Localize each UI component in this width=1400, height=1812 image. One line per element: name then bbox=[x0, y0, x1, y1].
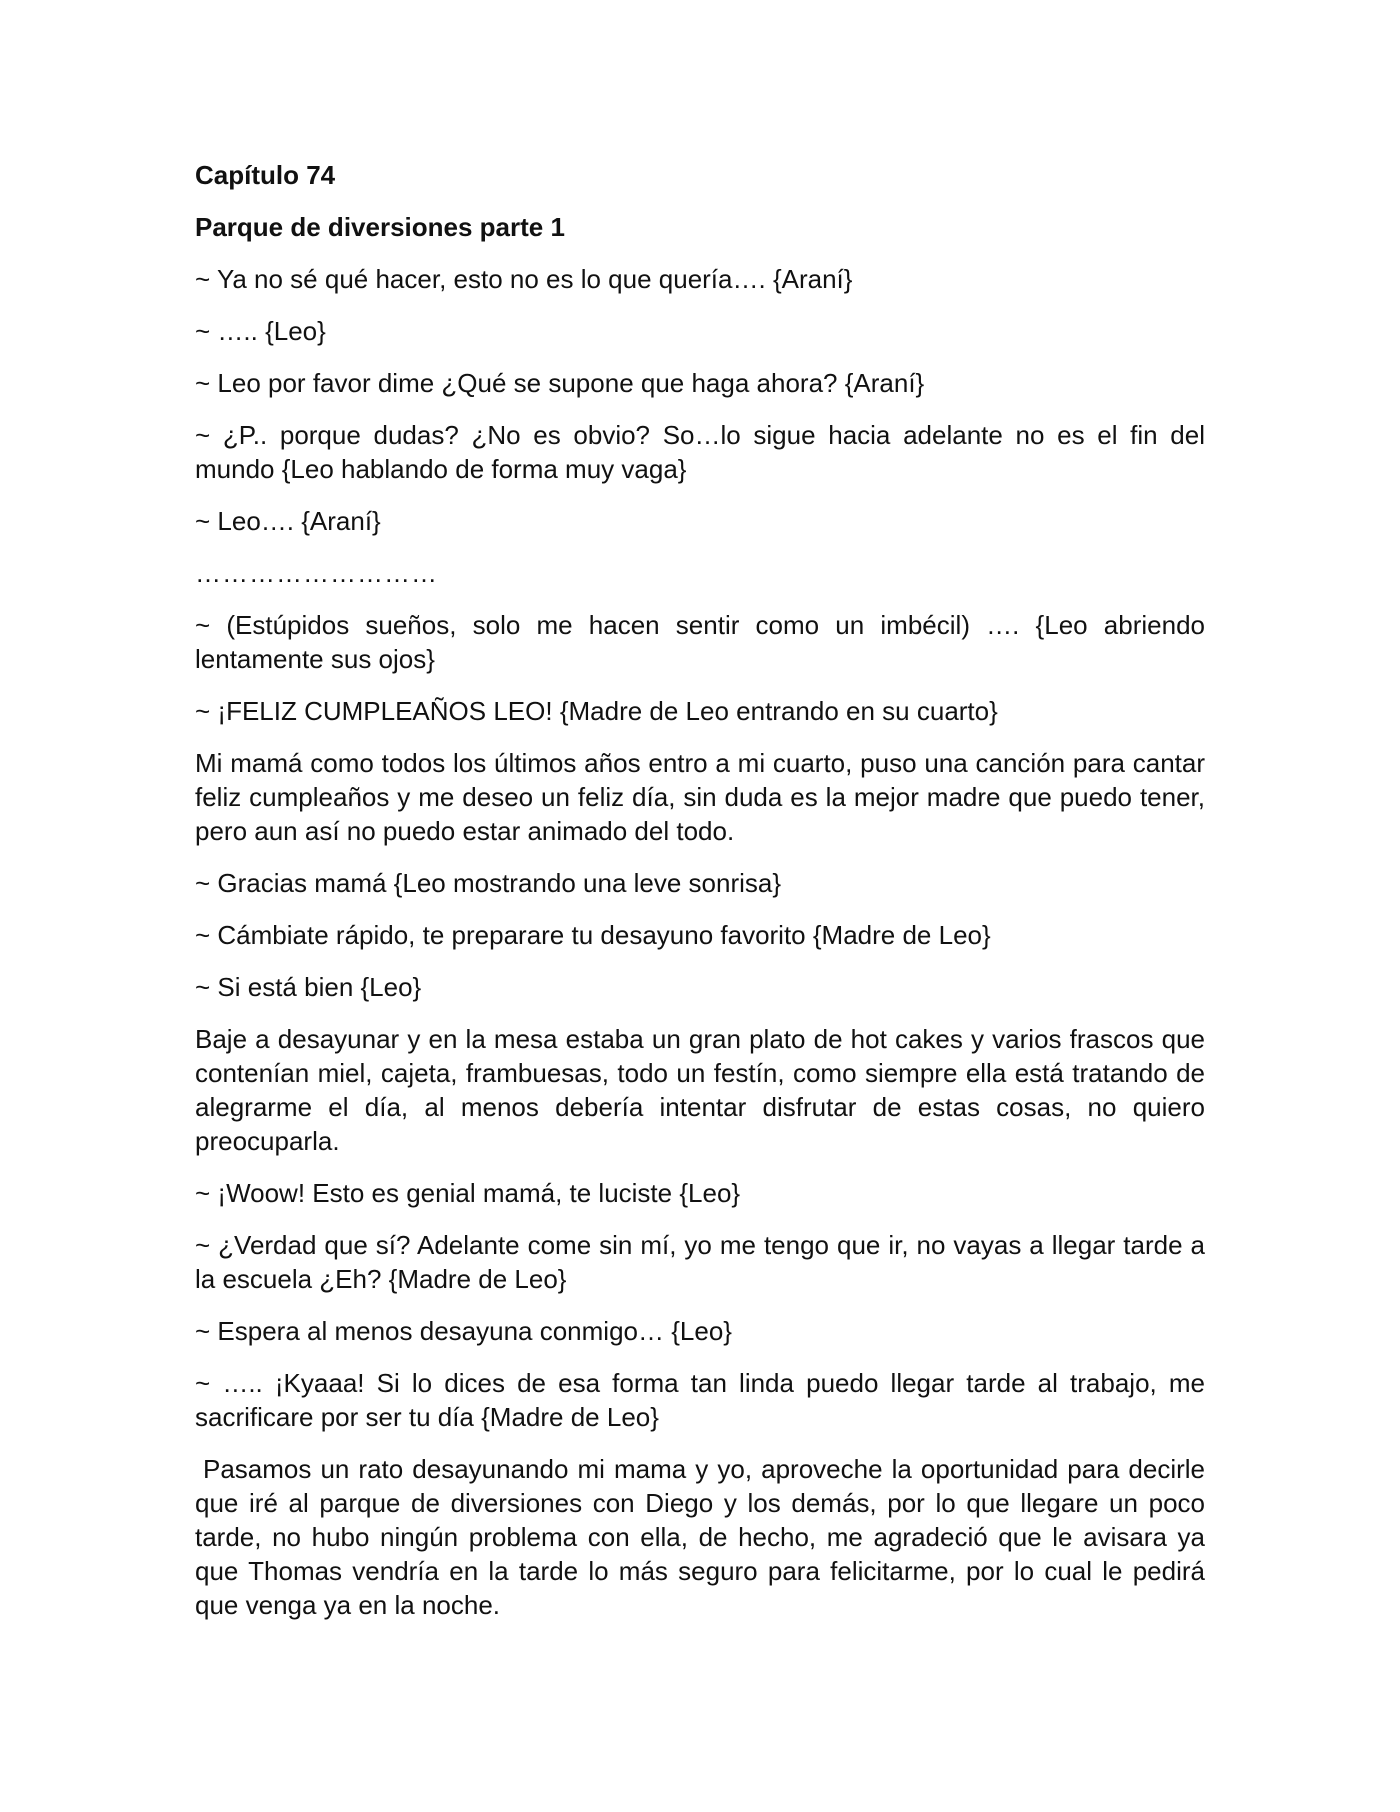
dialogue-line: ~ ….. ¡Kyaaa! Si lo dices de esa forma tan linda puedo llegar tarde al trabajo, me sacrificare por ser tu día {Madre de Leo} bbox=[195, 1368, 1205, 1432]
dialogue-line: ~ Leo…. {Araní} bbox=[195, 506, 381, 536]
dialogue-line: ~ ¡FELIZ CUMPLEAÑOS LEO! {Madre de Leo entrando en su cuarto} bbox=[195, 696, 998, 726]
dialogue-line: ~ Cámbiate rápido, te preparare tu desayuno favorito {Madre de Leo} bbox=[195, 920, 991, 950]
dialogue-line: ~ Espera al menos desayuna conmigo… {Leo} bbox=[195, 1316, 732, 1346]
dialogue-line: ~ Gracias mamá {Leo mostrando una leve sonrisa} bbox=[195, 868, 782, 898]
dialogue-line: ~ (Estúpidos sueños, solo me hacen sentir como un imbécil) …. {Leo abriendo lentamente sus ojos} bbox=[195, 610, 1205, 674]
dialogue-line: ~ Ya no sé qué hacer, esto no es lo que quería…. {Araní} bbox=[195, 264, 853, 294]
narration-paragraph: Pasamos un rato desayunando mi mama y yo, aproveche la oportunidad para decirle que iré al parque de diversiones con Diego y los demás, por lo que llegare un poco tarde, no hubo ningún problema con ella, de hecho, me agradeció que le avisara ya que Thomas vendría en la tarde lo más seguro para felicitarme, por lo cual le pedirá que venga ya en la noche. bbox=[195, 1454, 1205, 1620]
dialogue-line: ~ ¿P.. porque dudas? ¿No es obvio? So…lo sigue hacia adelante no es el fin del mundo {Leo hablando de forma muy vaga} bbox=[195, 420, 1205, 484]
chapter-number-title: Capítulo 74 bbox=[195, 160, 336, 190]
dialogue-line: ~ ¿Verdad que sí? Adelante come sin mí, yo me tengo que ir, no vayas a llegar tarde a la escuela ¿Eh? {Madre de Leo} bbox=[195, 1230, 1205, 1294]
narration-paragraph: Baje a desayunar y en la mesa estaba un gran plato de hot cakes y varios frascos que contenían miel, cajeta, frambuesas, todo un festín, como siempre ella está tratando de alegrarme el día, al menos debería intentar disfrutar de estas cosas, no quiero preocuparla. bbox=[195, 1024, 1205, 1156]
chapter-subtitle: Parque de diversiones parte 1 bbox=[195, 212, 565, 242]
narration-paragraph: Mi mamá como todos los últimos años entro a mi cuarto, puso una canción para cantar feliz cumpleaños y me deseo un feliz día, sin duda es la mejor madre que puedo tener, pero aun así no puedo estar animado del todo. bbox=[195, 748, 1205, 846]
document-page bbox=[195, 158, 1205, 1640]
dialogue-line: ~ Leo por favor dime ¿Qué se supone que haga ahora? {Araní} bbox=[195, 368, 925, 398]
dialogue-line: ~ ….. {Leo} bbox=[195, 316, 326, 346]
dialogue-line: ~ Si está bien {Leo} bbox=[195, 972, 422, 1002]
scene-separator: ……………………… bbox=[195, 558, 438, 588]
dialogue-line: ~ ¡Woow! Esto es genial mamá, te luciste {Leo} bbox=[195, 1178, 741, 1208]
